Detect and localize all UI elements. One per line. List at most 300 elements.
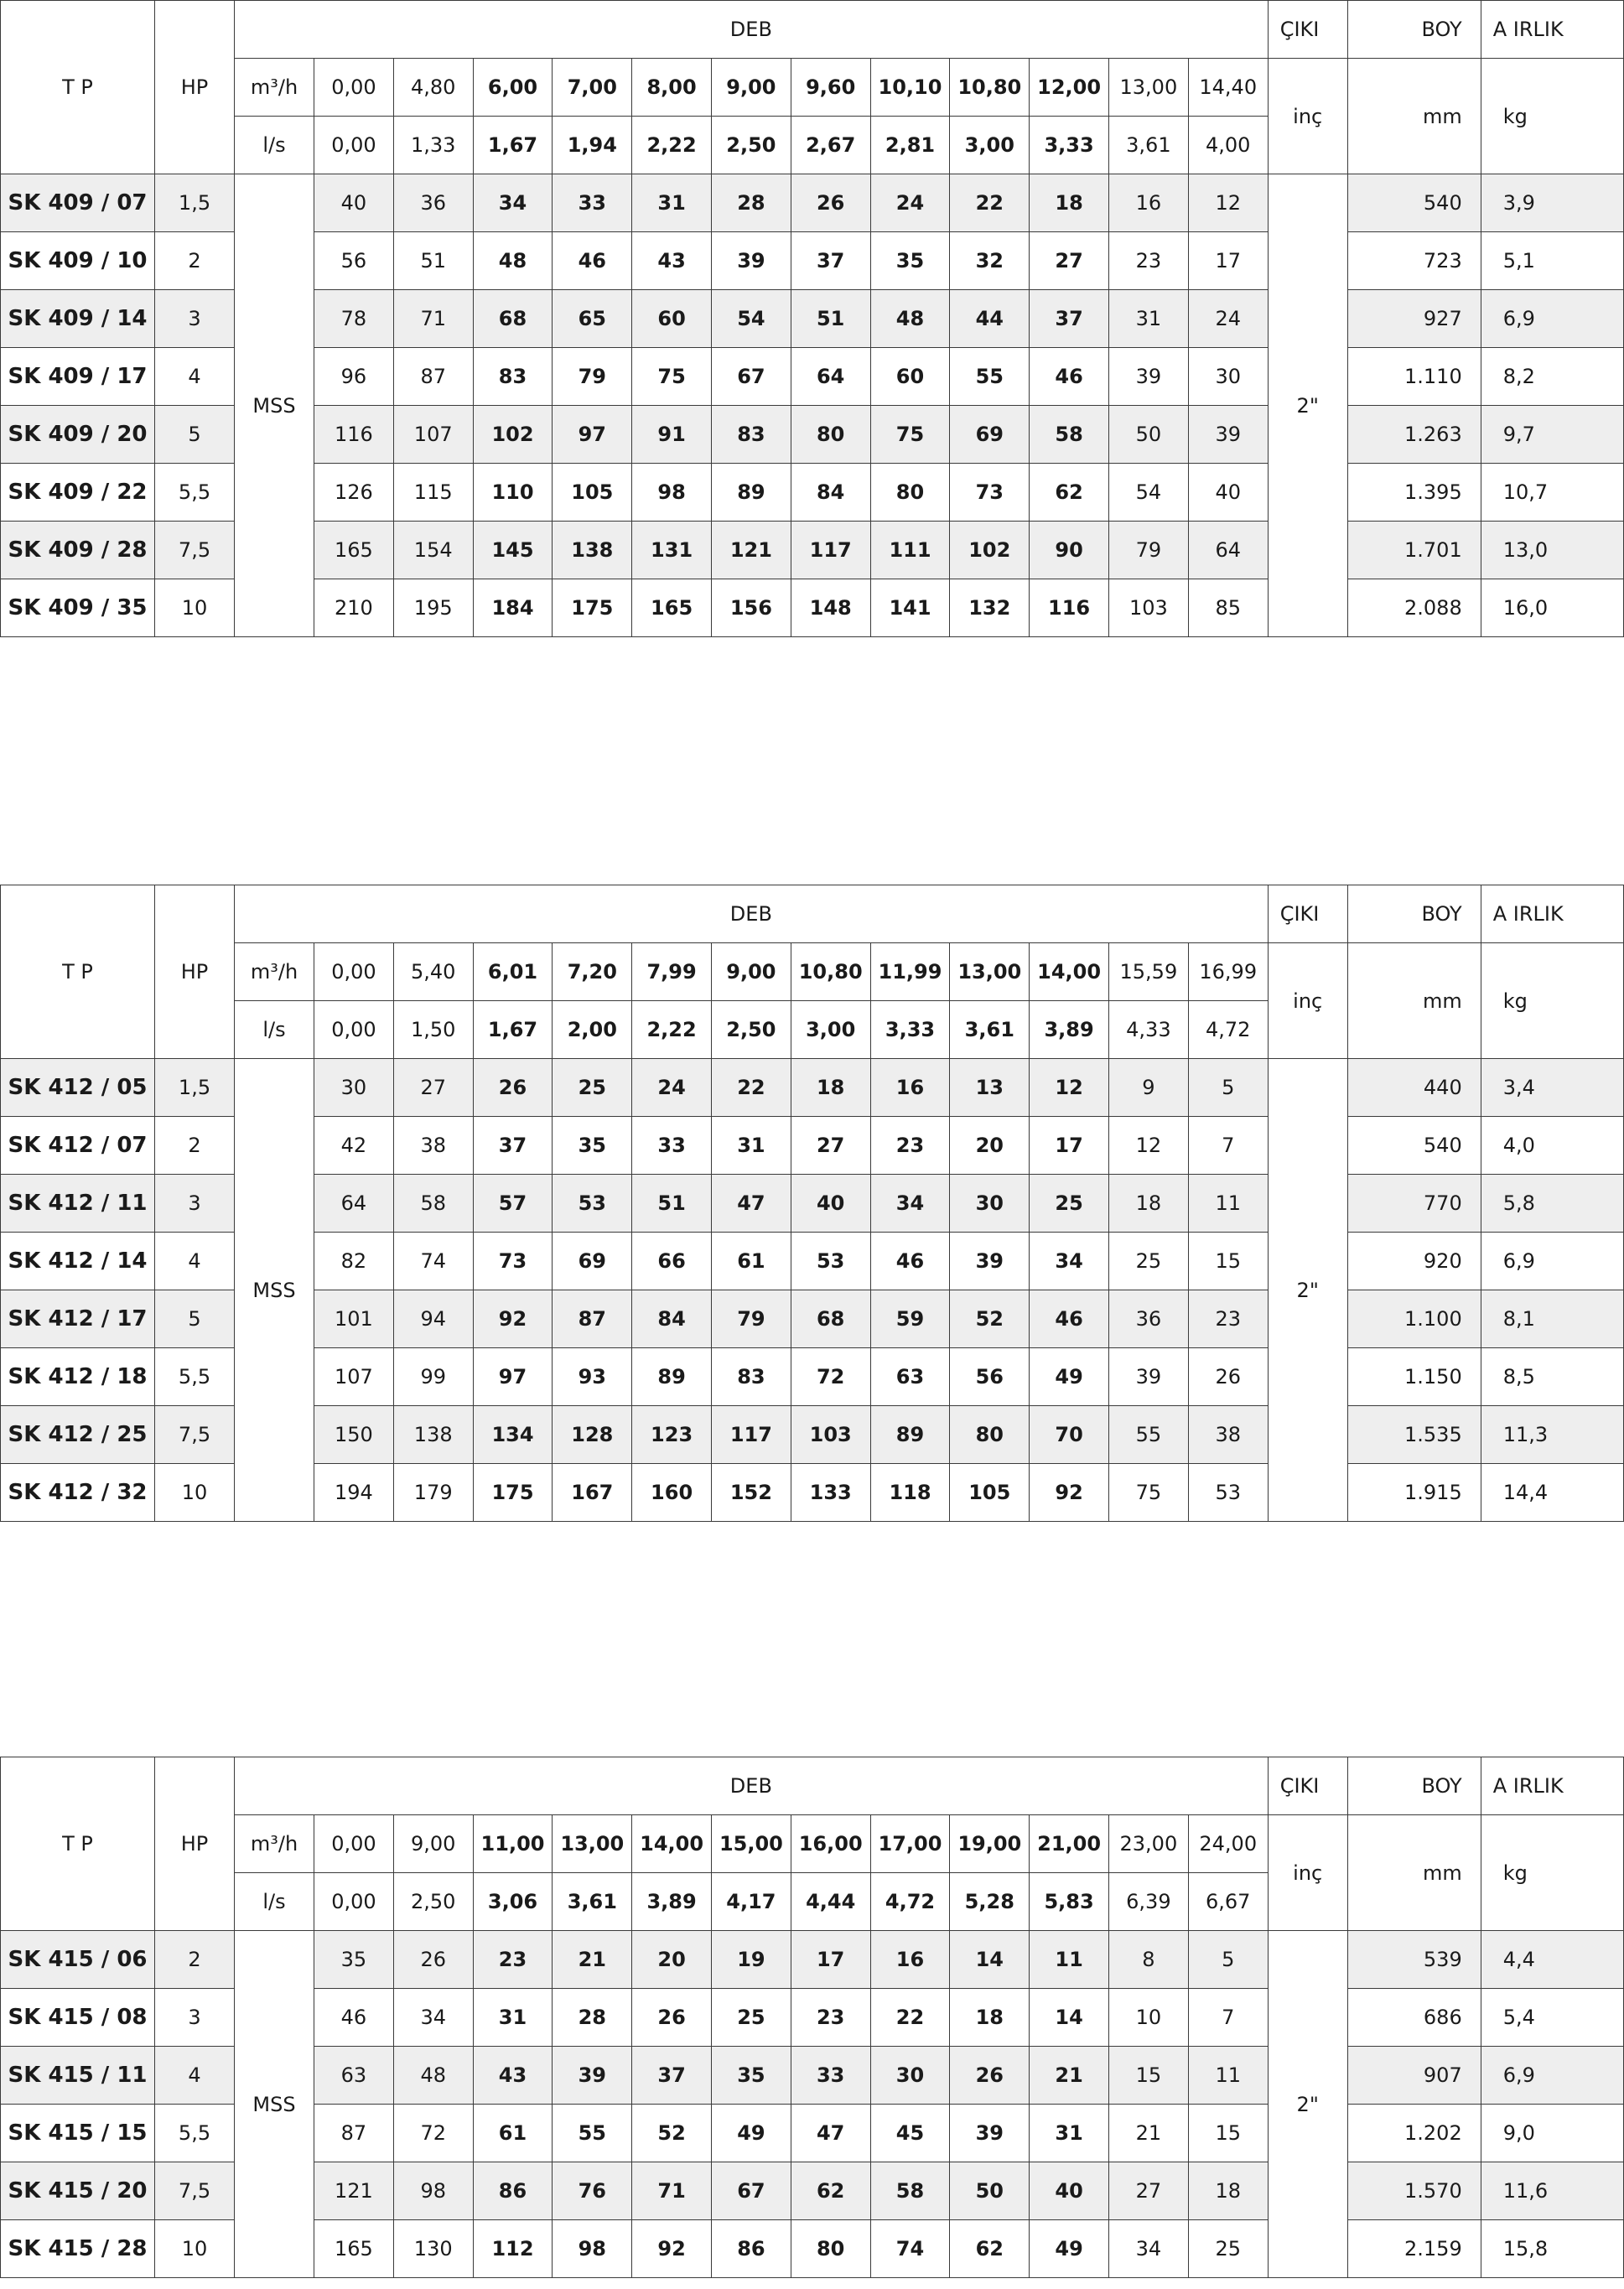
length-value: 1.263	[1347, 406, 1481, 464]
head-value: 165	[632, 579, 712, 637]
head-value: 47	[712, 1175, 791, 1233]
head-value: 46	[553, 232, 632, 290]
weight-value: 4,4	[1481, 1931, 1623, 1989]
head-value: 18	[950, 1989, 1030, 2047]
header-row	[1, 885, 1624, 943]
head-value: 62	[1030, 464, 1109, 522]
head-value: 30	[314, 1059, 394, 1117]
head-value: 15	[1188, 1233, 1268, 1290]
head-value: 38	[1188, 1406, 1268, 1464]
hp-value: 10	[155, 579, 235, 637]
head-value: 13	[950, 1059, 1030, 1117]
head-value: 31	[1108, 290, 1188, 348]
performance-table	[0, 1757, 1624, 2278]
head-value: 37	[632, 2047, 712, 2105]
head-value: 24	[632, 1059, 712, 1117]
head-value: 80	[791, 2220, 870, 2278]
outlet-size: 2"	[1268, 174, 1347, 637]
weight-value: 5,4	[1481, 1989, 1623, 2047]
unit-mm: mm	[1347, 943, 1481, 1059]
head-value: 102	[950, 522, 1030, 579]
head-value: 11	[1030, 1931, 1109, 1989]
head-value: 75	[1108, 1464, 1188, 1522]
flow-m3h-cell: 9,00	[712, 943, 791, 1001]
hp-value: 1,5	[155, 174, 235, 232]
head-value: 54	[712, 290, 791, 348]
head-value: 51	[632, 1175, 712, 1233]
head-value: 39	[1188, 406, 1268, 464]
head-value: 145	[473, 522, 553, 579]
flow-ls-cell: 3,00	[950, 117, 1030, 174]
head-value: 40	[791, 1175, 870, 1233]
head-value: 10	[1108, 1989, 1188, 2047]
head-value: 194	[314, 1464, 394, 1522]
head-value: 184	[473, 579, 553, 637]
head-value: 17	[1030, 1117, 1109, 1175]
length-value: 1.915	[1347, 1464, 1481, 1522]
head-value: 87	[393, 348, 473, 406]
weight-value: 3,4	[1481, 1059, 1623, 1117]
flow-m3h-cell: 0,00	[314, 1815, 394, 1873]
head-value: 83	[712, 406, 791, 464]
length-value: 2.159	[1347, 2220, 1481, 2278]
head-value: 80	[791, 406, 870, 464]
head-value: 101	[314, 1290, 394, 1348]
head-value: 26	[791, 174, 870, 232]
weight-value: 11,6	[1481, 2162, 1623, 2220]
head-value: 23	[1108, 232, 1188, 290]
motor-type: MSS	[235, 1059, 314, 1522]
flow-ls-cell: 0,00	[314, 1001, 394, 1059]
head-value: 134	[473, 1406, 553, 1464]
head-value: 58	[870, 2162, 950, 2220]
head-value: 44	[950, 290, 1030, 348]
hp-value: 7,5	[155, 1406, 235, 1464]
head-value: 64	[314, 1175, 394, 1233]
col-header-weight: A IRLIK	[1481, 885, 1623, 943]
hp-value: 3	[155, 290, 235, 348]
head-value: 39	[553, 2047, 632, 2105]
flow-m3h-cell: 23,00	[1108, 1815, 1188, 1873]
head-value: 26	[632, 1989, 712, 2047]
head-value: 123	[632, 1406, 712, 1464]
flow-m3h-cell: 5,40	[393, 943, 473, 1001]
motor-type: MSS	[235, 1931, 314, 2278]
head-value: 103	[1108, 579, 1188, 637]
flow-ls-cell: 3,61	[553, 1873, 632, 1931]
model-name: SK 409 / 17	[1, 348, 155, 406]
head-value: 17	[791, 1931, 870, 1989]
head-value: 64	[1188, 522, 1268, 579]
flow-m3h-cell: 13,00	[1108, 59, 1188, 117]
head-value: 16	[1108, 174, 1188, 232]
head-value: 86	[712, 2220, 791, 2278]
weight-value: 6,9	[1481, 1233, 1623, 1290]
head-value: 55	[950, 348, 1030, 406]
unit-kg: kg	[1481, 1815, 1623, 1931]
head-value: 107	[314, 1348, 394, 1406]
col-header-weight: A IRLIK	[1481, 1, 1623, 59]
weight-value: 5,1	[1481, 232, 1623, 290]
head-value: 111	[870, 522, 950, 579]
head-value: 24	[870, 174, 950, 232]
head-value: 160	[632, 1464, 712, 1522]
head-value: 37	[791, 232, 870, 290]
flow-ls-cell: 3,33	[1030, 117, 1109, 174]
hp-value: 2	[155, 1931, 235, 1989]
weight-value: 6,9	[1481, 290, 1623, 348]
length-value: 1.701	[1347, 522, 1481, 579]
head-value: 25	[553, 1059, 632, 1117]
weight-value: 10,7	[1481, 464, 1623, 522]
model-name: SK 415 / 06	[1, 1931, 155, 1989]
head-value: 210	[314, 579, 394, 637]
head-value: 175	[473, 1464, 553, 1522]
flow-m3h-cell: 10,80	[950, 59, 1030, 117]
unit-inch: inç	[1268, 1815, 1347, 1931]
model-name: SK 412 / 05	[1, 1059, 155, 1117]
head-value: 56	[950, 1348, 1030, 1406]
head-value: 92	[473, 1290, 553, 1348]
head-value: 131	[632, 522, 712, 579]
head-value: 156	[712, 579, 791, 637]
head-value: 195	[393, 579, 473, 637]
head-value: 17	[1188, 232, 1268, 290]
hp-value: 2	[155, 232, 235, 290]
head-value: 46	[1030, 348, 1109, 406]
head-value: 46	[1030, 1290, 1109, 1348]
performance-table	[0, 885, 1624, 1522]
length-value: 2.088	[1347, 579, 1481, 637]
head-value: 23	[473, 1931, 553, 1989]
col-header-length: BOY	[1347, 1757, 1481, 1815]
hp-value: 10	[155, 2220, 235, 2278]
head-value: 27	[1030, 232, 1109, 290]
length-value: 927	[1347, 290, 1481, 348]
col-header-flow: DEB	[235, 885, 1269, 943]
hp-value: 10	[155, 1464, 235, 1522]
hp-value: 5	[155, 406, 235, 464]
weight-value: 8,5	[1481, 1348, 1623, 1406]
head-value: 11	[1188, 1175, 1268, 1233]
model-name: SK 412 / 11	[1, 1175, 155, 1233]
head-value: 48	[870, 290, 950, 348]
hp-value: 7,5	[155, 2162, 235, 2220]
flow-ls-cell: 2,00	[553, 1001, 632, 1059]
head-value: 49	[712, 2105, 791, 2162]
length-value: 907	[1347, 2047, 1481, 2105]
head-value: 85	[1188, 579, 1268, 637]
head-value: 107	[393, 406, 473, 464]
length-value: 540	[1347, 174, 1481, 232]
head-value: 46	[314, 1989, 394, 2047]
flow-m3h-cell: 6,00	[473, 59, 553, 117]
head-value: 28	[553, 1989, 632, 2047]
head-value: 121	[712, 522, 791, 579]
head-value: 59	[870, 1290, 950, 1348]
unit-kg: kg	[1481, 943, 1623, 1059]
flow-ls-cell: 4,44	[791, 1873, 870, 1931]
length-value: 1.100	[1347, 1290, 1481, 1348]
flow-ls-cell: 3,06	[473, 1873, 553, 1931]
flow-ls-cell: 1,67	[473, 1001, 553, 1059]
head-value: 62	[950, 2220, 1030, 2278]
flow-m3h-cell: 15,59	[1108, 943, 1188, 1001]
head-value: 79	[712, 1290, 791, 1348]
head-value: 42	[314, 1117, 394, 1175]
length-value: 686	[1347, 1989, 1481, 2047]
unit-m3h: m³/h	[235, 59, 314, 117]
flow-ls-cell: 1,33	[393, 117, 473, 174]
head-value: 15	[1108, 2047, 1188, 2105]
head-value: 58	[1030, 406, 1109, 464]
model-name: SK 415 / 15	[1, 2105, 155, 2162]
flow-m3h-cell: 14,00	[1030, 943, 1109, 1001]
head-value: 14	[1030, 1989, 1109, 2047]
flow-ls-cell: 2,67	[791, 117, 870, 174]
length-value: 920	[1347, 1233, 1481, 1290]
head-value: 138	[393, 1406, 473, 1464]
hp-value: 5,5	[155, 464, 235, 522]
col-header-hp: HP	[155, 885, 235, 1059]
flow-ls-cell: 2,22	[632, 117, 712, 174]
head-value: 89	[712, 464, 791, 522]
head-value: 16	[870, 1059, 950, 1117]
flow-m3h-cell: 9,60	[791, 59, 870, 117]
head-value: 21	[553, 1931, 632, 1989]
model-name: SK 409 / 07	[1, 174, 155, 232]
weight-value: 8,1	[1481, 1290, 1623, 1348]
head-value: 40	[1188, 464, 1268, 522]
head-value: 47	[791, 2105, 870, 2162]
head-value: 40	[1030, 2162, 1109, 2220]
flow-m3h-cell: 24,00	[1188, 1815, 1268, 1873]
length-value: 540	[1347, 1117, 1481, 1175]
head-value: 72	[791, 1348, 870, 1406]
head-value: 25	[1188, 2220, 1268, 2278]
flow-ls-cell: 2,50	[712, 1001, 791, 1059]
head-value: 18	[1108, 1175, 1188, 1233]
weight-value: 5,8	[1481, 1175, 1623, 1233]
head-value: 67	[712, 348, 791, 406]
head-value: 118	[870, 1464, 950, 1522]
head-value: 138	[553, 522, 632, 579]
head-value: 46	[870, 1233, 950, 1290]
head-value: 18	[791, 1059, 870, 1117]
head-value: 12	[1108, 1117, 1188, 1175]
flow-m3h-cell: 0,00	[314, 59, 394, 117]
weight-value: 13,0	[1481, 522, 1623, 579]
head-value: 105	[950, 1464, 1030, 1522]
head-value: 30	[950, 1175, 1030, 1233]
head-value: 22	[870, 1989, 950, 2047]
head-value: 92	[632, 2220, 712, 2278]
length-value: 1.535	[1347, 1406, 1481, 1464]
head-value: 154	[393, 522, 473, 579]
hp-value: 4	[155, 348, 235, 406]
head-value: 12	[1188, 174, 1268, 232]
head-value: 20	[950, 1117, 1030, 1175]
head-value: 64	[791, 348, 870, 406]
head-value: 54	[1108, 464, 1188, 522]
weight-value: 4,0	[1481, 1117, 1623, 1175]
flow-m3h-cell: 11,00	[473, 1815, 553, 1873]
head-value: 5	[1188, 1931, 1268, 1989]
head-value: 18	[1030, 174, 1109, 232]
weight-value: 14,4	[1481, 1464, 1623, 1522]
head-value: 179	[393, 1464, 473, 1522]
unit-mm: mm	[1347, 1815, 1481, 1931]
head-value: 152	[712, 1464, 791, 1522]
head-value: 91	[632, 406, 712, 464]
head-value: 84	[791, 464, 870, 522]
header-row	[1, 1, 1624, 59]
flow-m3h-cell: 0,00	[314, 943, 394, 1001]
col-header-hp: HP	[155, 1, 235, 174]
head-value: 56	[314, 232, 394, 290]
head-value: 61	[712, 1233, 791, 1290]
head-value: 53	[791, 1233, 870, 1290]
length-value: 1.202	[1347, 2105, 1481, 2162]
hp-value: 5	[155, 1290, 235, 1348]
table-row	[1, 1931, 1624, 1989]
col-header-weight: A IRLIK	[1481, 1757, 1623, 1815]
head-value: 80	[950, 1406, 1030, 1464]
head-value: 80	[870, 464, 950, 522]
head-value: 116	[314, 406, 394, 464]
flow-m3h-cell: 6,01	[473, 943, 553, 1001]
flow-ls-cell: 1,67	[473, 117, 553, 174]
head-value: 20	[632, 1931, 712, 1989]
head-value: 105	[553, 464, 632, 522]
flow-ls-cell: 0,00	[314, 117, 394, 174]
length-value: 723	[1347, 232, 1481, 290]
head-value: 89	[870, 1406, 950, 1464]
head-value: 33	[632, 1117, 712, 1175]
hp-value: 5,5	[155, 2105, 235, 2162]
flow-m3h-cell: 9,00	[712, 59, 791, 117]
model-name: SK 412 / 17	[1, 1290, 155, 1348]
length-value: 770	[1347, 1175, 1481, 1233]
hp-value: 4	[155, 2047, 235, 2105]
flow-ls-cell: 2,50	[712, 117, 791, 174]
head-value: 89	[632, 1348, 712, 1406]
unit-inch: inç	[1268, 59, 1347, 174]
head-value: 36	[1108, 1290, 1188, 1348]
flow-m3h-cell: 10,10	[870, 59, 950, 117]
flow-ls-cell: 4,00	[1188, 117, 1268, 174]
head-value: 126	[314, 464, 394, 522]
head-value: 27	[1108, 2162, 1188, 2220]
col-header-outlet: ÇIKI	[1268, 1, 1347, 59]
head-value: 39	[1108, 1348, 1188, 1406]
flow-m3h-cell: 7,20	[553, 943, 632, 1001]
head-value: 33	[553, 174, 632, 232]
head-value: 78	[314, 290, 394, 348]
hp-value: 3	[155, 1989, 235, 2047]
unit-m3h: m³/h	[235, 1815, 314, 1873]
flow-ls-cell: 5,83	[1030, 1873, 1109, 1931]
head-value: 115	[393, 464, 473, 522]
unit-ls: l/s	[235, 1001, 314, 1059]
head-value: 84	[632, 1290, 712, 1348]
head-value: 53	[553, 1175, 632, 1233]
motor-type: MSS	[235, 174, 314, 637]
head-value: 87	[553, 1290, 632, 1348]
hp-value: 5,5	[155, 1348, 235, 1406]
head-value: 27	[393, 1059, 473, 1117]
head-value: 74	[870, 2220, 950, 2278]
head-value: 26	[393, 1931, 473, 1989]
head-value: 96	[314, 348, 394, 406]
flow-m3h-cell: 13,00	[950, 943, 1030, 1001]
head-value: 79	[553, 348, 632, 406]
flow-m3h-cell: 10,80	[791, 943, 870, 1001]
head-value: 21	[1030, 2047, 1109, 2105]
flow-ls-cell: 3,89	[1030, 1001, 1109, 1059]
model-name: SK 409 / 35	[1, 579, 155, 637]
head-value: 26	[1188, 1348, 1268, 1406]
head-value: 63	[314, 2047, 394, 2105]
head-value: 34	[473, 174, 553, 232]
flow-m3h-cell: 15,00	[712, 1815, 791, 1873]
flow-m3h-row	[1, 59, 1624, 117]
head-value: 117	[791, 522, 870, 579]
col-header-flow: DEB	[235, 1, 1269, 59]
weight-value: 11,3	[1481, 1406, 1623, 1464]
head-value: 60	[870, 348, 950, 406]
head-value: 49	[1030, 1348, 1109, 1406]
model-name: SK 412 / 32	[1, 1464, 155, 1522]
head-value: 69	[950, 406, 1030, 464]
unit-m3h: m³/h	[235, 943, 314, 1001]
head-value: 5	[1188, 1059, 1268, 1117]
head-value: 26	[473, 1059, 553, 1117]
head-value: 43	[473, 2047, 553, 2105]
head-value: 31	[1030, 2105, 1109, 2162]
head-value: 132	[950, 579, 1030, 637]
head-value: 32	[950, 232, 1030, 290]
head-value: 30	[1188, 348, 1268, 406]
head-value: 52	[950, 1290, 1030, 1348]
flow-ls-cell: 2,22	[632, 1001, 712, 1059]
head-value: 75	[632, 348, 712, 406]
flow-m3h-cell: 17,00	[870, 1815, 950, 1873]
model-name: SK 412 / 07	[1, 1117, 155, 1175]
head-value: 53	[1188, 1464, 1268, 1522]
head-value: 39	[1108, 348, 1188, 406]
length-value: 539	[1347, 1931, 1481, 1989]
outlet-size: 2"	[1268, 1931, 1347, 2278]
head-value: 98	[632, 464, 712, 522]
head-value: 51	[393, 232, 473, 290]
model-name: SK 409 / 10	[1, 232, 155, 290]
flow-ls-cell: 2,50	[393, 1873, 473, 1931]
head-value: 52	[632, 2105, 712, 2162]
head-value: 31	[632, 174, 712, 232]
flow-m3h-cell: 4,80	[393, 59, 473, 117]
flow-ls-cell: 2,81	[870, 117, 950, 174]
col-header-model: T P	[1, 885, 155, 1059]
head-value: 69	[553, 1233, 632, 1290]
head-value: 15	[1188, 2105, 1268, 2162]
head-value: 175	[553, 579, 632, 637]
flow-m3h-cell: 21,00	[1030, 1815, 1109, 1873]
head-value: 58	[393, 1175, 473, 1233]
head-value: 94	[393, 1290, 473, 1348]
flow-m3h-cell: 8,00	[632, 59, 712, 117]
head-value: 21	[1108, 2105, 1188, 2162]
